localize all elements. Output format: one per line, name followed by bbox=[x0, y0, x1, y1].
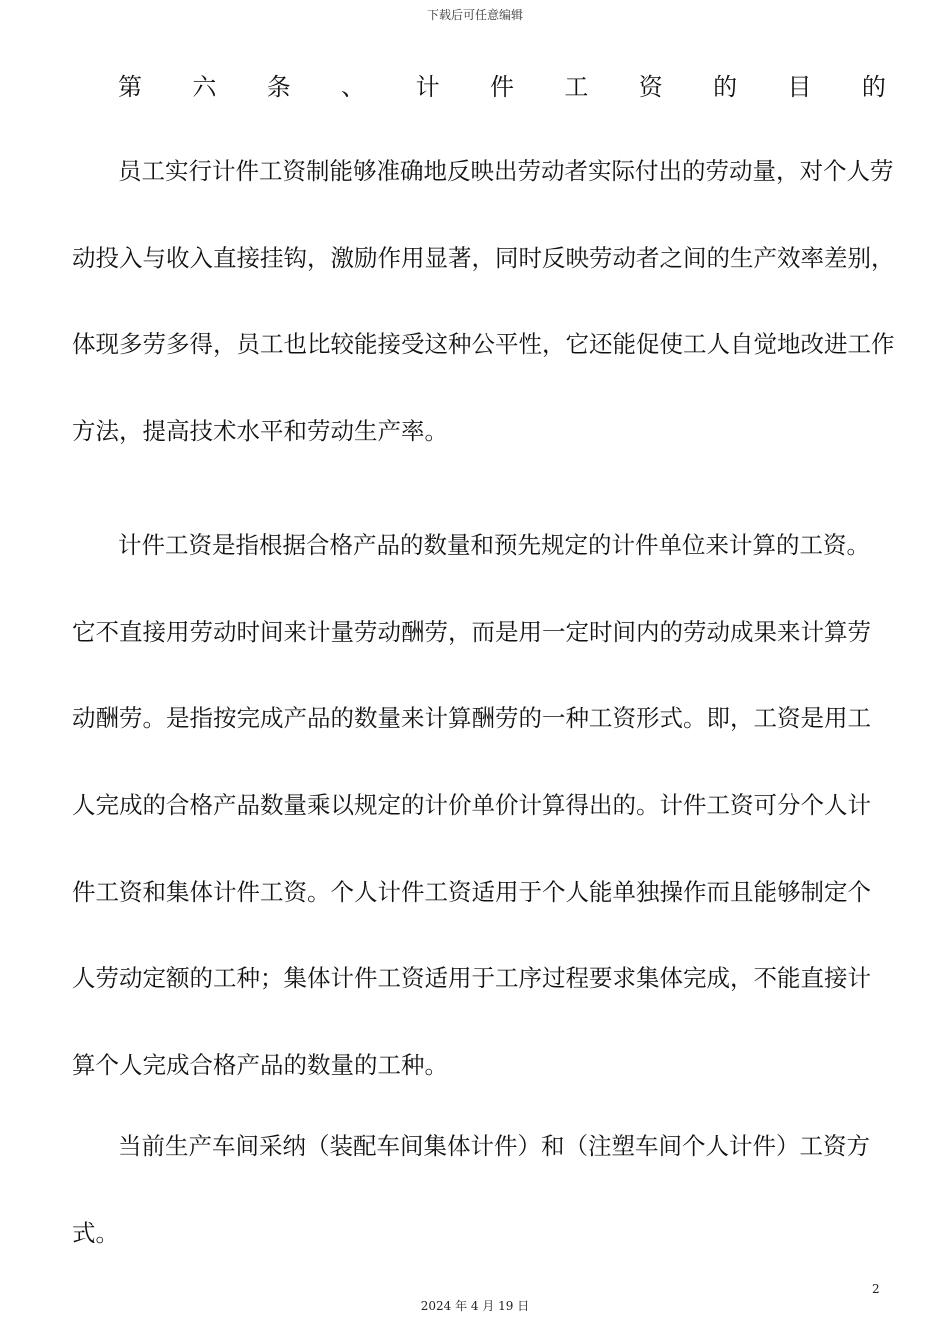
text-line: 人完成的合格产品数量乘以规定的计价单价计算得出的。计件工资可分个人计 bbox=[72, 791, 871, 819]
text-line: 式。 bbox=[72, 1219, 119, 1247]
text-line: 人劳动定额的工种；集体计件工资适用于工序过程要求集体完成，不能直接计 bbox=[72, 964, 871, 992]
heading-char: 目 bbox=[787, 72, 812, 101]
footer-date: 2024 年 4 月 19 日 bbox=[420, 1299, 530, 1313]
heading-char: 计 bbox=[415, 72, 440, 101]
heading-char: 工 bbox=[564, 72, 589, 101]
header-note: 下载后可任意编辑 bbox=[426, 8, 523, 22]
text-line: 算个人完成合格产品的数量的工种。 bbox=[72, 1051, 448, 1079]
text-line: 员工实行计件工资制能够准确地反映出劳动者实际付出的劳动量，对个人劳 bbox=[118, 157, 894, 185]
heading-char: 资 bbox=[638, 72, 663, 101]
text-line: 动酬劳。是指按完成产品的数量来计算酬劳的一种工资形式。即，工资是用工 bbox=[72, 704, 871, 732]
heading-char: 的 bbox=[861, 72, 886, 101]
heading-char: 第 bbox=[118, 72, 142, 101]
text-line: 体现多劳多得，员工也比较能接受这种公平性，它还能促使工人自觉地改进工作 bbox=[72, 330, 895, 358]
text-line: 件工资和集体计件工资。个人计件工资适用于个人能单独操作而且能够制定个 bbox=[72, 878, 871, 906]
page-number: 2 bbox=[872, 1282, 880, 1296]
heading-char: 的 bbox=[713, 72, 738, 101]
text-line: 计件工资是指根据合格产品的数量和预先规定的计件单位来计算的工资。 bbox=[118, 531, 870, 559]
text-line: 动投入与收入直接挂钩，激励作用显著，同时反映劳动者之间的生产效率差别， bbox=[72, 244, 895, 272]
heading-char: 件 bbox=[489, 72, 514, 101]
text-line: 它不直接用劳动时间来计量劳动酬劳，而是用一定时间内的劳动成果来计算劳 bbox=[72, 618, 871, 646]
section-heading bbox=[118, 64, 886, 104]
text-line: 方法，提高技术水平和劳动生产率。 bbox=[72, 417, 448, 445]
heading-char: 条 bbox=[266, 72, 291, 101]
text-line: 当前生产车间采纳（装配车间集体计件）和（注塑车间个人计件）工资方 bbox=[118, 1132, 870, 1160]
heading-char: 、 bbox=[341, 72, 366, 101]
heading-char: 六 bbox=[192, 72, 217, 101]
